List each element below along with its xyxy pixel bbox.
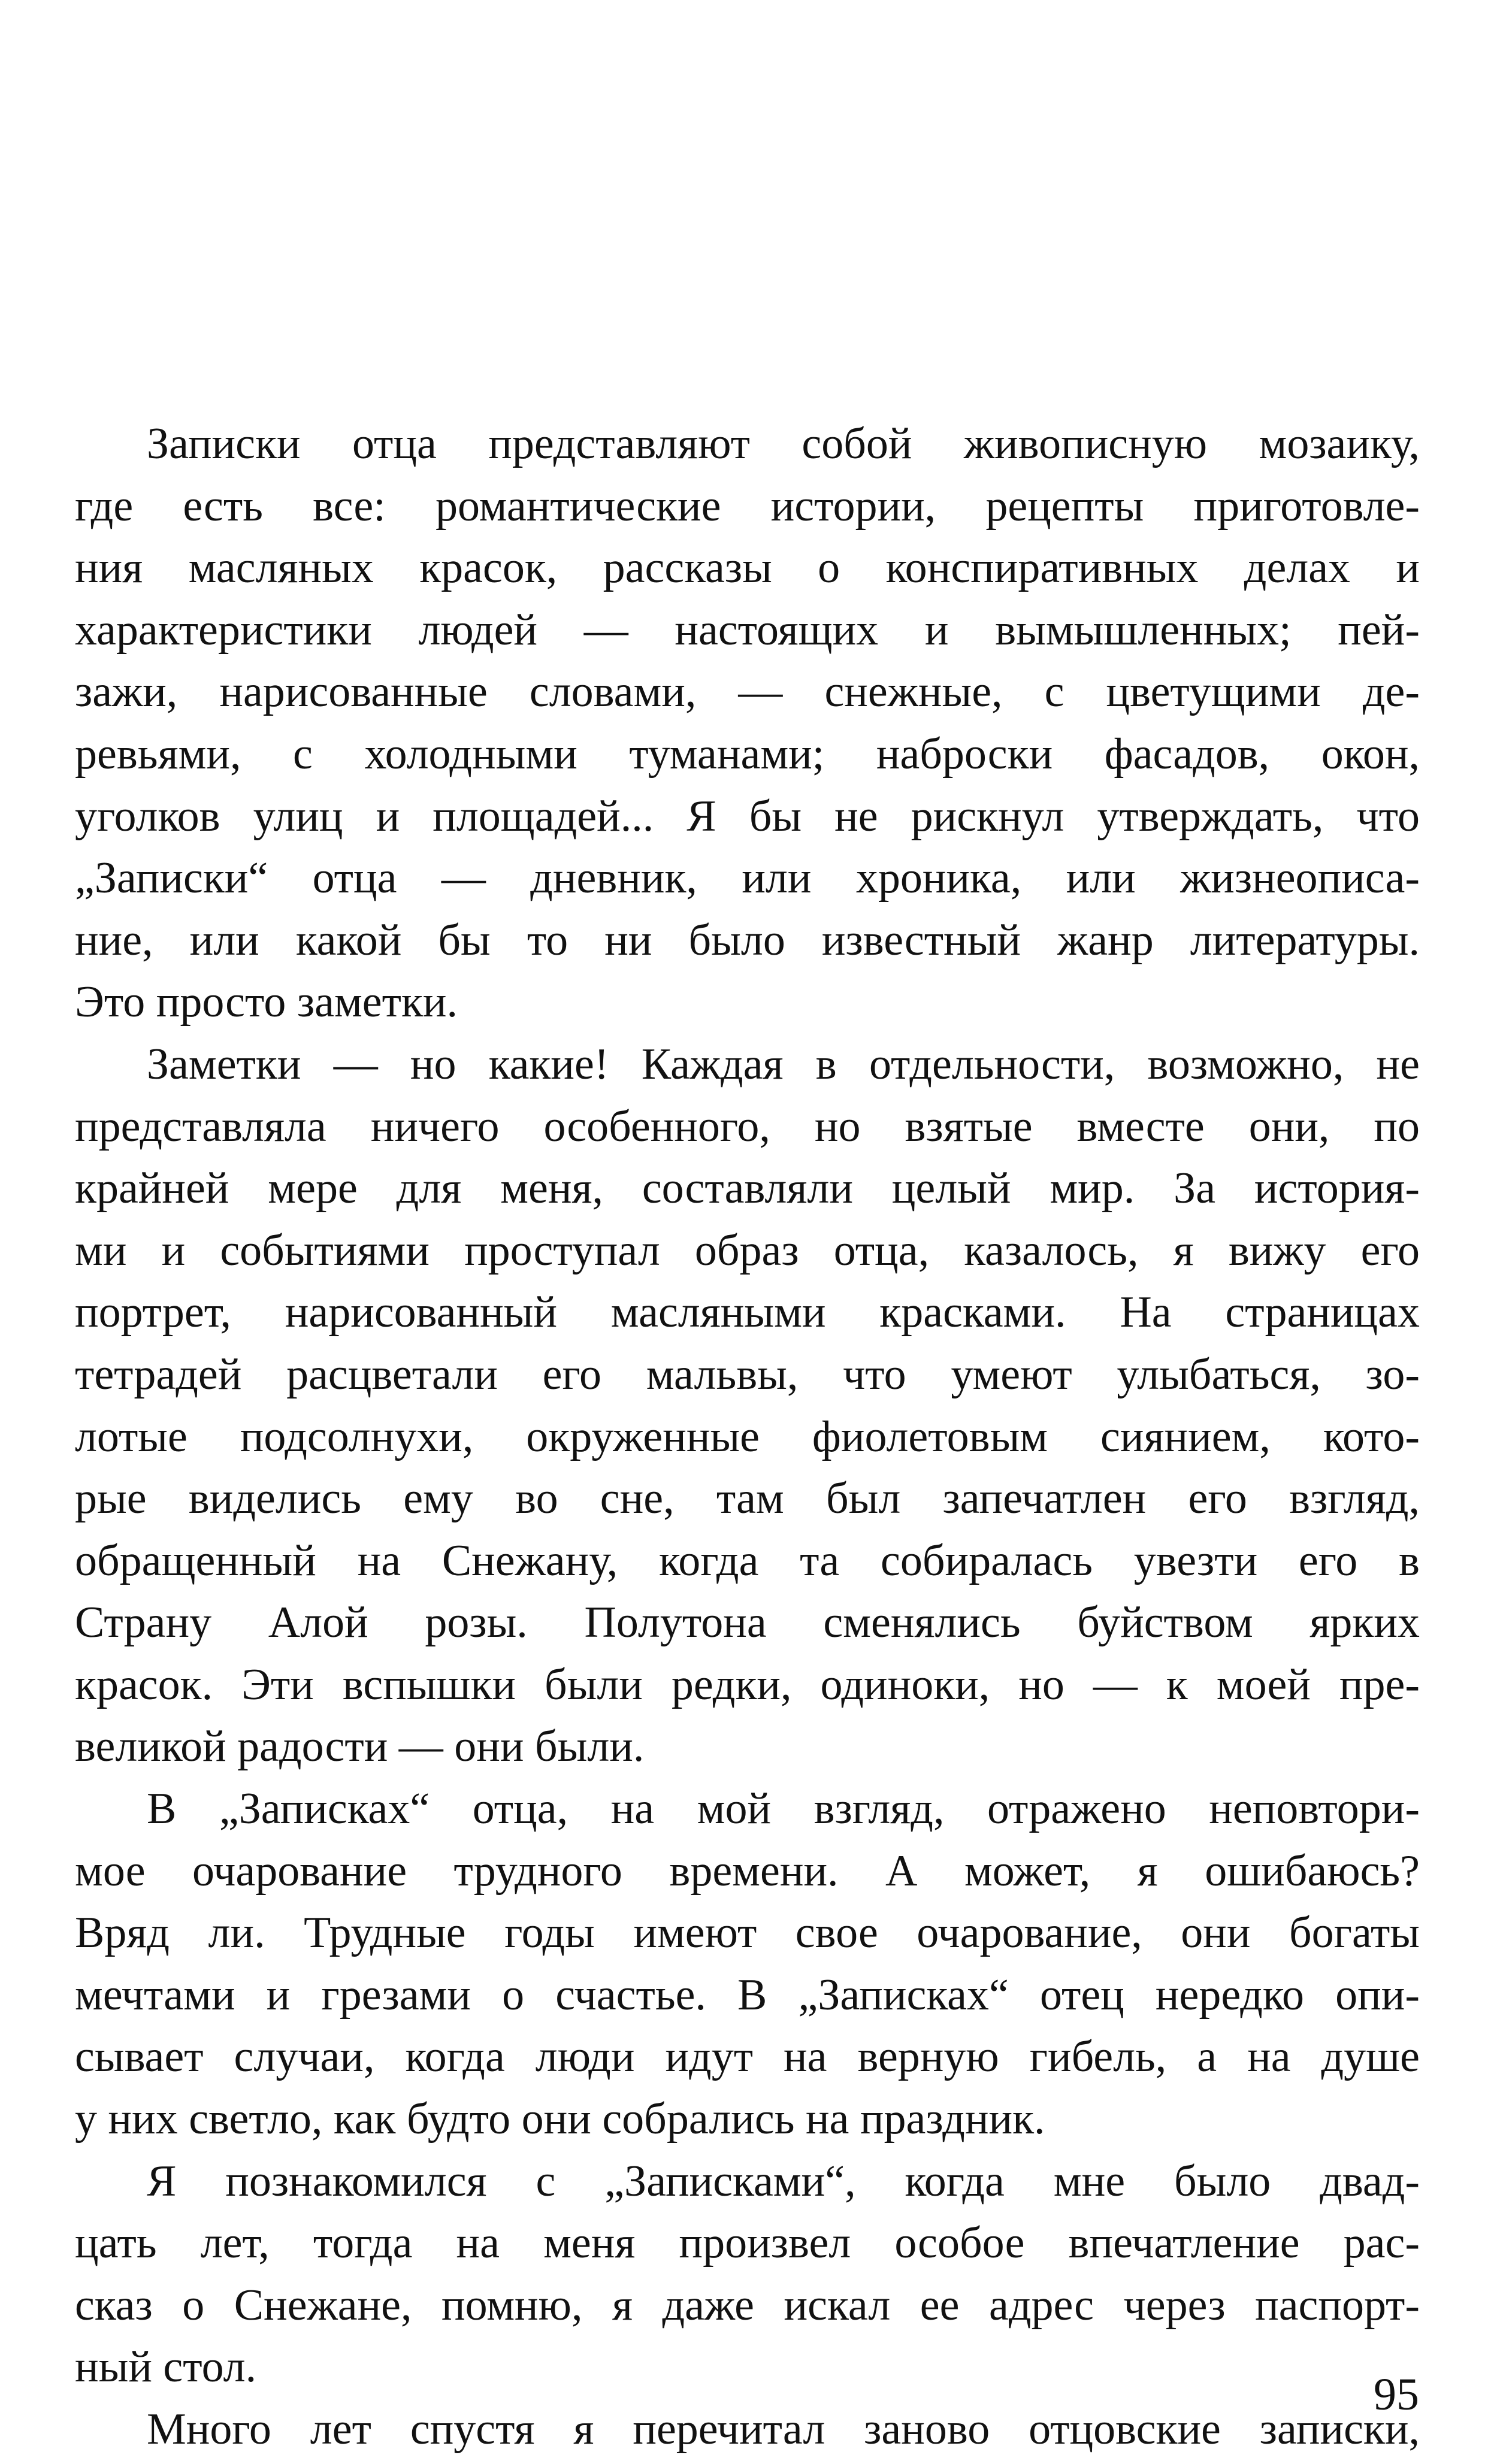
- text-line: Много лет спустя я перечитал заново отцовские записки,: [147, 2405, 1420, 2454]
- text-line: великой радости — они были.: [75, 1722, 645, 1772]
- text-line: обращенный на Снежану, когда та собиралась увезти его в: [75, 1536, 1420, 1585]
- paragraph-5: [75, 2399, 1420, 2461]
- text-line: Я познакомился с „Записками“, когда мне было двад-: [147, 2156, 1420, 2206]
- text-line: зажи, нарисованные словами, — снежные, с цветущими де-: [75, 667, 1420, 717]
- text-line: сывает случаи, когда люди идут на верную гибель, а на душе: [75, 2032, 1420, 2082]
- paragraph-4: [75, 2151, 1420, 2399]
- text-line: ный стол.: [75, 2342, 257, 2392]
- paragraph-3: [75, 1778, 1420, 2151]
- text-line: „Записки“ отца — дневник, или хроника, или жизнеописа-: [75, 853, 1420, 903]
- text-line: где есть все: романтические истории, рецепты приготовле-: [75, 481, 1420, 531]
- text-line: Заметки — но какие! Каждая в отдельности, возможно, не: [147, 1039, 1420, 1089]
- text-line: тетрадей расцветали его мальвы, что умеют улыбаться, зо-: [75, 1349, 1420, 1399]
- body-text: [75, 413, 1420, 2461]
- text-line: у них светло, как будто они собрались на праздник.: [75, 2094, 1045, 2144]
- text-line: рые виделись ему во сне, там был запечатлен его взгляд,: [75, 1474, 1420, 1524]
- text-line: Записки отца представляют собой живописную мозаику,: [147, 419, 1420, 468]
- paragraph-2: [75, 1034, 1420, 1778]
- text-line: ревьями, с холодными туманами; наброски фасадов, окон,: [75, 729, 1420, 779]
- text-line: сказ о Снежане, помню, я даже искал ее адрес через паспорт-: [75, 2280, 1420, 2330]
- text-line: ми и событиями проступал образ отца, казалось, я вижу его: [75, 1225, 1420, 1275]
- text-line: красок. Эти вспышки были редки, одиноки, но — к моей пре-: [75, 1660, 1420, 1709]
- text-line: характеристики людей — настоящих и вымышленных; пей-: [75, 605, 1420, 655]
- text-line: лотые подсолнухи, окруженные фиолетовым сиянием, кото-: [75, 1412, 1420, 1461]
- text-line: крайней мере для меня, составляли целый мир. За история-: [75, 1164, 1420, 1213]
- text-line: представляла ничего особенного, но взятые вместе они, по: [75, 1101, 1420, 1151]
- text-line: мое очарование трудного времени. А может, я ошибаюсь?: [75, 1846, 1420, 1896]
- text-line: цать лет, тогда на меня произвел особое впечатление рас-: [75, 2218, 1420, 2268]
- text-line: мечтами и грезами о счастье. В „Записках“ отец нередко опи-: [75, 1970, 1420, 2020]
- paragraph-1: [75, 413, 1420, 1034]
- text-line: ния масляных красок, рассказы о конспиративных делах и: [75, 543, 1420, 593]
- text-line: уголков улиц и площадей... Я бы не рискнул утверждать, что: [75, 791, 1420, 841]
- text-line: Вряд ли. Трудные годы имеют свое очарование, они богаты: [75, 1908, 1420, 1958]
- page-number: 95: [1374, 2369, 1419, 2420]
- text-line: В „Записках“ отца, на мой взгляд, отражено неповтори-: [147, 1784, 1420, 1834]
- text-line: портрет, нарисованный масляными красками. На страницах: [75, 1288, 1420, 1337]
- text-line: Это просто заметки.: [75, 977, 458, 1027]
- text-line: ние, или какой бы то ни было известный жанр литературы.: [75, 915, 1420, 965]
- text-line: Страну Алой розы. Полутона сменялись буйством ярких: [75, 1598, 1420, 1648]
